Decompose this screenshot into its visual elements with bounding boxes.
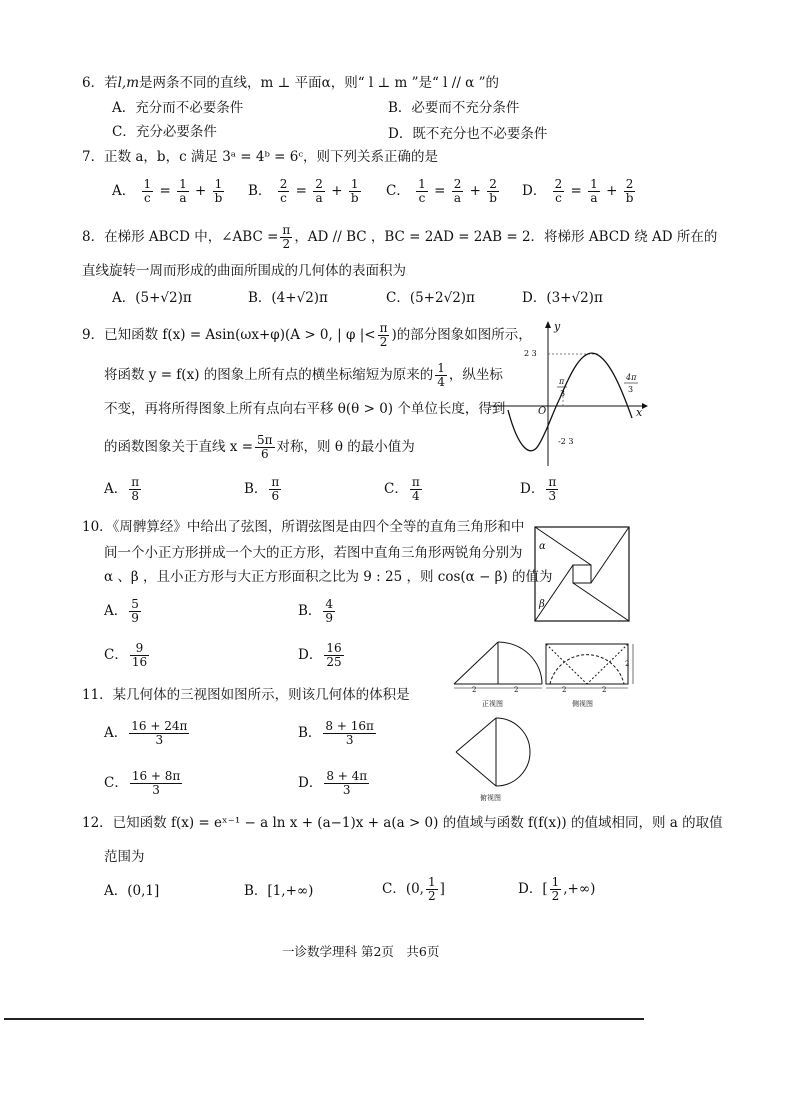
svg-text:2: 2: [514, 686, 519, 694]
q10-option-d: D． $\frac{16}{25}$: [298, 641, 342, 669]
q9-option-d: D． $\frac{\pi}{3}$: [520, 475, 557, 503]
q9-option-a: A． $\frac{\pi}{8}$: [104, 475, 140, 503]
tick2-num: 4π: [626, 373, 637, 382]
q11-option-d: D． $\frac{8 + 4\pi}{3}$: [298, 769, 368, 797]
q6-option-c: C．充分必要条件: [112, 124, 217, 140]
q10-option-b: B． $\frac{4}{9}$: [298, 597, 334, 625]
bottom-rule: [4, 1018, 644, 1020]
q8-option-a: A．(5+√2)π: [112, 290, 192, 306]
alpha-label: α: [539, 541, 546, 552]
q8-stem-line2: 直线旋转一周而形成的曲面所围成的几何体的表面积为: [82, 263, 406, 279]
outer-square: [535, 527, 629, 621]
q12-line2: 范围为: [104, 849, 145, 865]
tick2-den: 3: [628, 385, 634, 394]
q11-option-b: B． $\frac{8 + 16\pi}{3}$: [298, 719, 374, 747]
ymin-label: -2 3: [558, 437, 574, 446]
q12-option-d: D．[ $\frac{1}{2}$ ,+∞): [518, 875, 596, 903]
q11-option-a: A． $\frac{16 + 24\pi}{3}$: [104, 719, 188, 747]
q7-stem: 7．正数 a，b，c 满足 3ᵃ = 4ᵇ = 6ᶜ，则下列关系正确的是: [82, 149, 439, 165]
top-view-label: 俯视图: [480, 794, 501, 802]
q9-option-b: B． $\frac{\pi}{6}$: [244, 475, 280, 503]
q12-option-b: B．[1,+∞): [244, 883, 314, 899]
q9-line4: 的函数图象关于直线 x = $\frac{5\pi}{6}$ 对称，则 θ 的最小值为: [104, 433, 415, 461]
inner-square: [573, 565, 591, 583]
q11-three-views: [450, 636, 640, 806]
q8-option-c: C．(5+2√2)π: [386, 290, 475, 306]
q11-option-c: C． $\frac{16 + 8\pi}{3}$: [104, 769, 181, 797]
q9-line1: 9．已知函数 f(x) = Asin(ωx+φ)(A > 0, | φ |< $\frac{\pi}{2}$ )的部分图象如图所示，: [82, 321, 532, 349]
q10-line1: 10．《周髀算经》中给出了弦图，所谓弦图是由四个全等的直角三角形和中: [82, 519, 525, 535]
q7-option-c: C． $\frac{1}{c}$ = $\frac{2}{a}$ + $\frac{2}{b}$: [386, 177, 497, 205]
tick1-num: π: [559, 377, 565, 386]
tick1-den: 3: [560, 389, 566, 398]
q12-option-c: C．(0, $\frac{1}{2}$ ]: [382, 875, 445, 903]
page-footer: 一诊数学理科 第2页 共6页: [282, 944, 440, 959]
q6-stem: 6．若l,m是两条不同的直线，m ⊥ 平面α，则“ l ⊥ m ”是“ l // α ”的: [82, 75, 499, 91]
q7-option-b: B． $\frac{2}{c}$ = $\frac{2}{a}$ + $\frac{1}{b}$: [248, 177, 359, 205]
y-axis-arrow-icon: [545, 321, 551, 328]
q8-option-d: D．(3+√2)π: [522, 290, 603, 306]
q9-sine-graph: [490, 318, 650, 468]
beta-label: β: [539, 599, 545, 610]
q6-option-a: A．充分而不必要条件: [112, 100, 244, 116]
q7-option-a: A． $\frac{1}{c}$ = $\frac{1}{a}$ + $\frac{1}{b}$: [112, 177, 223, 205]
q7-option-d: D． $\frac{2}{c}$ = $\frac{1}{a}$ + $\frac{2}{b}$: [522, 177, 634, 205]
side-view-label: 侧视图: [572, 700, 593, 708]
svg-text:2: 2: [625, 660, 630, 668]
front-view: [454, 642, 542, 708]
front-view-label: 正视图: [482, 700, 503, 708]
q12-line1: 12．已知函数 f(x) = eˣ⁻¹ − a ln x + (a−1)x + a(a > 0) 的值域与函数 f(f(x)) 的值域相同，则 a 的取值: [82, 815, 723, 831]
q10-option-a: A． $\frac{5}{9}$: [104, 597, 139, 625]
q6-option-d: D．既不充分也不必要条件: [388, 126, 548, 142]
q9-line2: 将函数 y = f(x) 的图象上所有点的横坐标缩短为原来的 $\frac{1}{4}$ ，纵坐标: [104, 361, 503, 389]
q11-stem: 11．某几何体的三视图如图所示，则该几何体的体积是: [82, 687, 410, 703]
x-axis-arrow-icon: [642, 403, 648, 409]
q8-stem-line1: 8．在梯形 ABCD 中，∠ABC = $\frac{\pi}{2}$ ，AD // BC ，BC = 2AD = 2AB = 2．将梯形 ABCD 绕 AD 所在的: [82, 223, 718, 251]
svg-text:2: 2: [602, 686, 607, 694]
q8-option-b: B．(4+√2)π: [248, 290, 328, 306]
y-axis-label: y: [554, 320, 561, 333]
q10-string-diagram: [535, 527, 631, 623]
q6-option-b: B．必要而不充分条件: [388, 100, 520, 116]
top-view: [456, 718, 530, 802]
svg-text:2: 2: [472, 686, 477, 694]
q9-line3: 不变，再将所得图象上所有点向右平移 θ(θ > 0) 个单位长度，得到: [104, 401, 506, 417]
svg-text:2: 2: [562, 686, 567, 694]
q12-option-a: A．(0,1]: [104, 883, 160, 899]
q10-option-c: C． $\frac{9}{16}$: [104, 641, 148, 669]
q10-line2: 间一个小正方形拼成一个大的正方形，若图中直角三角形两锐角分别为: [104, 545, 523, 561]
q9-option-c: C． $\frac{\pi}{4}$: [384, 475, 420, 503]
x-axis-label: x: [636, 406, 643, 419]
ymax-label: 2 3: [524, 349, 537, 358]
origin-label: O: [538, 406, 547, 417]
side-view: [546, 644, 633, 708]
q10-line3: α 、β ，且小正方形与大正方形面积之比为 9 : 25 ，则 cos(α − β) 的值为: [104, 569, 553, 585]
